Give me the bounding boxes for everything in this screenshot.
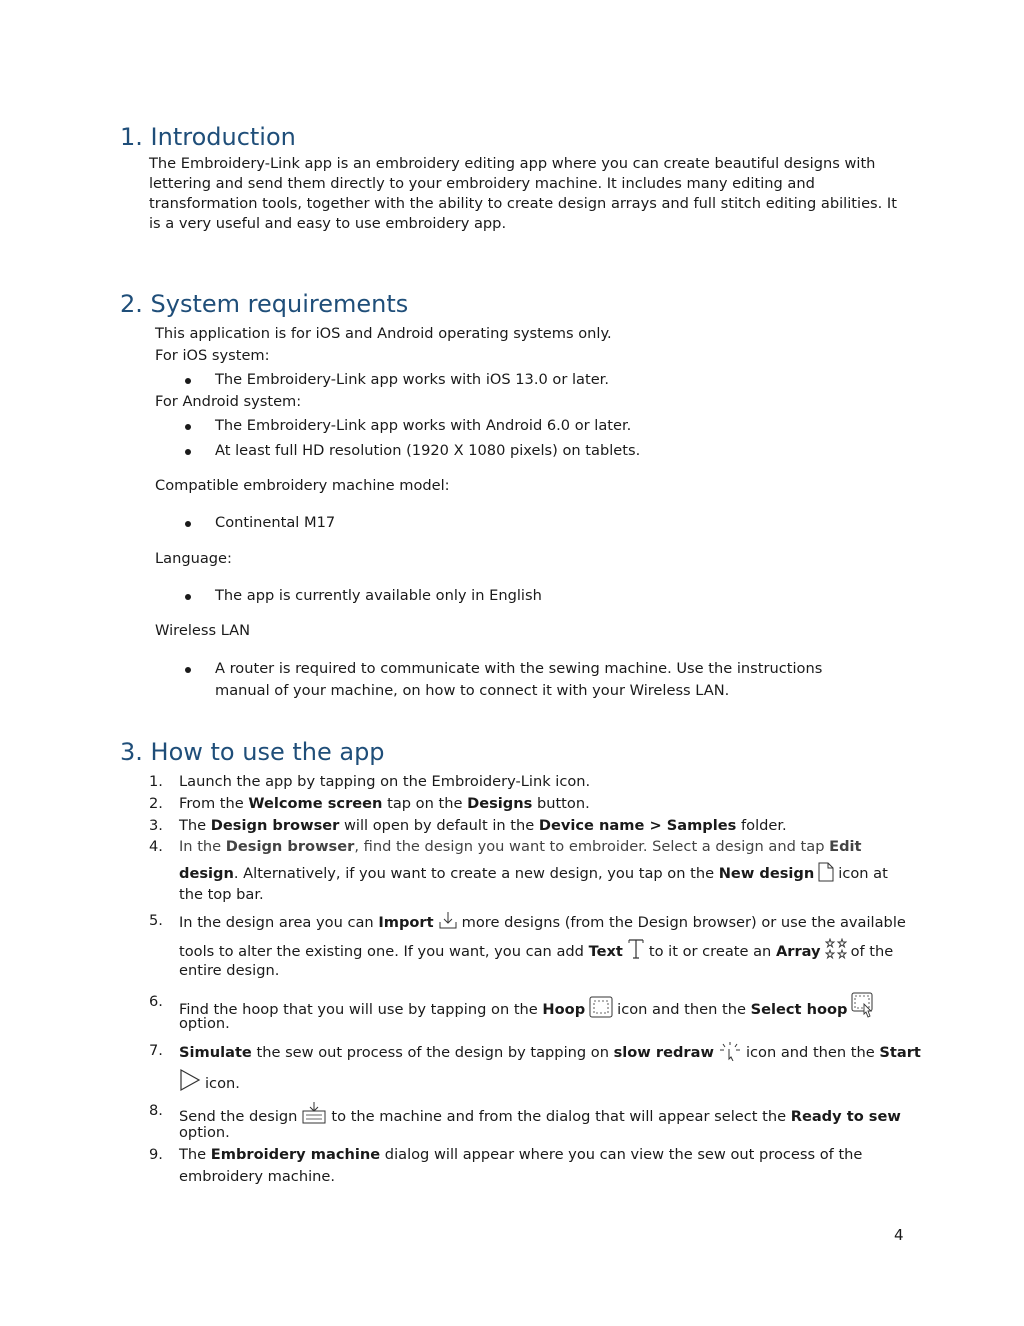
step-text (179, 911, 906, 933)
import-icon (438, 911, 458, 931)
text-run: icon at (838, 865, 888, 882)
bold-run: Ready to sew (790, 1108, 901, 1125)
intro-line-3: transformation tools, together with the ability to create design arrays and full stitch editing abilities. It (149, 195, 897, 212)
text-run: to the machine and from the dialog that will appear select the (331, 1108, 791, 1125)
step-text: Launch the app by tapping on the Embroidery-Link icon. (179, 773, 591, 790)
step-text (179, 794, 590, 814)
step-number: 8. (149, 1102, 163, 1119)
step-text (179, 816, 787, 836)
new-design-icon (818, 862, 834, 882)
bold-run: Edit (829, 838, 862, 855)
bullet-dot (185, 424, 191, 430)
step-text (179, 992, 879, 1020)
bullet-dot (185, 521, 191, 527)
bold-run: Select hoop (750, 1001, 848, 1018)
send-design-icon (301, 1101, 327, 1125)
text-run: Send the design (179, 1108, 298, 1125)
slow-redraw-icon (718, 1041, 742, 1061)
bold-run: Embroidery machine (210, 1146, 381, 1163)
intro-line-2: lettering and send them directly to your embroidery machine. It includes many editing and (149, 175, 815, 192)
machine-bullet-text: Continental M17 (215, 514, 336, 531)
step-7-line-2 (179, 1068, 240, 1094)
step-number: 9. (149, 1146, 163, 1163)
text-run: , find the design you want to embroider. Select a design and tap (354, 838, 830, 855)
text-run: tap on the (382, 795, 468, 812)
bold-run: Import (378, 914, 434, 931)
text-run: tools to alter the existing one. If you want, you can add (179, 943, 589, 960)
ios-label: For iOS system: (155, 347, 270, 364)
hoop-icon (589, 996, 613, 1018)
array-icon (825, 938, 847, 960)
bold-run: Device name > Samples (538, 817, 737, 834)
text-run: In the design area you can (179, 914, 379, 931)
step-number: 5. (149, 912, 163, 929)
text-run: The (179, 817, 211, 834)
text-run: Find the hoop that you will use by tapping on the (179, 1001, 543, 1018)
wlan-label: Wireless LAN (155, 622, 251, 639)
text-run: of the (850, 943, 894, 960)
step-8-line-2: option. (179, 1124, 230, 1141)
bold-run: Array (775, 943, 821, 960)
step-text (179, 837, 862, 857)
start-icon (179, 1068, 201, 1092)
bold-run: Start (879, 1044, 921, 1061)
heading-how-to-use: 3. How to use the app (120, 738, 385, 766)
intro-line-1: The Embroidery-Link app is an embroidery editing app where you can create beautiful designs with (149, 155, 876, 172)
bold-run: Welcome screen (248, 795, 383, 812)
text-run: The (179, 1146, 211, 1163)
step-number: 1. (149, 773, 163, 790)
page-number: 4 (894, 1226, 904, 1244)
android-label: For Android system: (155, 393, 302, 410)
text-run: icon and then the (745, 1044, 880, 1061)
language-label: Language: (155, 550, 232, 567)
text-run: icon. (205, 1075, 240, 1092)
step-9-line-2: embroidery machine. (179, 1168, 335, 1185)
bold-run: New design (718, 865, 815, 882)
wlan-bullet-text-2: manual of your machine, on how to connect it with your Wireless LAN. (215, 682, 730, 699)
step-4-line-2 (179, 862, 888, 884)
step-5-line-2 (179, 938, 893, 962)
text-run: folder. (736, 817, 787, 834)
step-number: 2. (149, 795, 163, 812)
wlan-bullet-text-1: A router is required to communicate with the sewing machine. Use the instructions (215, 660, 823, 677)
bold-run: Design browser (210, 817, 340, 834)
step-5-line-3: entire design. (179, 962, 280, 979)
bullet-dot (185, 378, 191, 384)
heading-introduction: 1. Introduction (120, 123, 296, 151)
bold-run: slow redraw (613, 1044, 714, 1061)
step-text (179, 1145, 862, 1165)
bold-run: Text (588, 943, 623, 960)
bullet-dot (185, 667, 191, 673)
language-bullet-text: The app is currently available only in English (215, 587, 542, 604)
text-run: In the (179, 838, 226, 855)
bold-run: Design browser (225, 838, 355, 855)
text-run: dialog will appear where you can view the sew out process of the (380, 1146, 863, 1163)
text-run: icon and then the (617, 1001, 751, 1018)
step-4-line-3: the top bar. (179, 886, 264, 903)
intro-line-4: is a very useful and easy to use embroidery app. (149, 215, 507, 232)
bold-run: design (179, 865, 234, 882)
text-icon (627, 938, 645, 960)
heading-system-requirements: 2. System requirements (120, 290, 409, 318)
text-run: more designs (from the Design browser) or use the available (461, 914, 906, 931)
bullet-dot (185, 594, 191, 600)
step-text (179, 1041, 921, 1063)
step-text (179, 1101, 901, 1127)
bold-run: Designs (467, 795, 533, 812)
bold-run: Simulate (179, 1044, 252, 1061)
text-run: will open by default in the (339, 817, 539, 834)
step-number: 3. (149, 817, 163, 834)
step-6-line-2: option. (179, 1015, 230, 1032)
bullet-dot (185, 449, 191, 455)
text-run: the sew out process of the design by tapping on (251, 1044, 614, 1061)
step-number: 6. (149, 993, 163, 1010)
text-run: . Alternatively, if you want to create a new design, you tap on the (233, 865, 719, 882)
ios-bullet-text: The Embroidery-Link app works with iOS 13.0 or later. (215, 371, 609, 388)
step-number: 7. (149, 1042, 163, 1059)
system-line-1: This application is for iOS and Android operating systems only. (155, 325, 612, 342)
text-run: to it or create an (648, 943, 776, 960)
android-bullet-2-text: At least full HD resolution (1920 X 1080 pixels) on tablets. (215, 442, 641, 459)
select-hoop-icon (851, 992, 875, 1018)
text-run: From the (179, 795, 249, 812)
machine-label: Compatible embroidery machine model: (155, 477, 450, 494)
text-run: button. (532, 795, 590, 812)
step-number: 4. (149, 838, 163, 855)
android-bullet-1-text: The Embroidery-Link app works with Android 6.0 or later. (215, 417, 632, 434)
bold-run: Hoop (542, 1001, 586, 1018)
